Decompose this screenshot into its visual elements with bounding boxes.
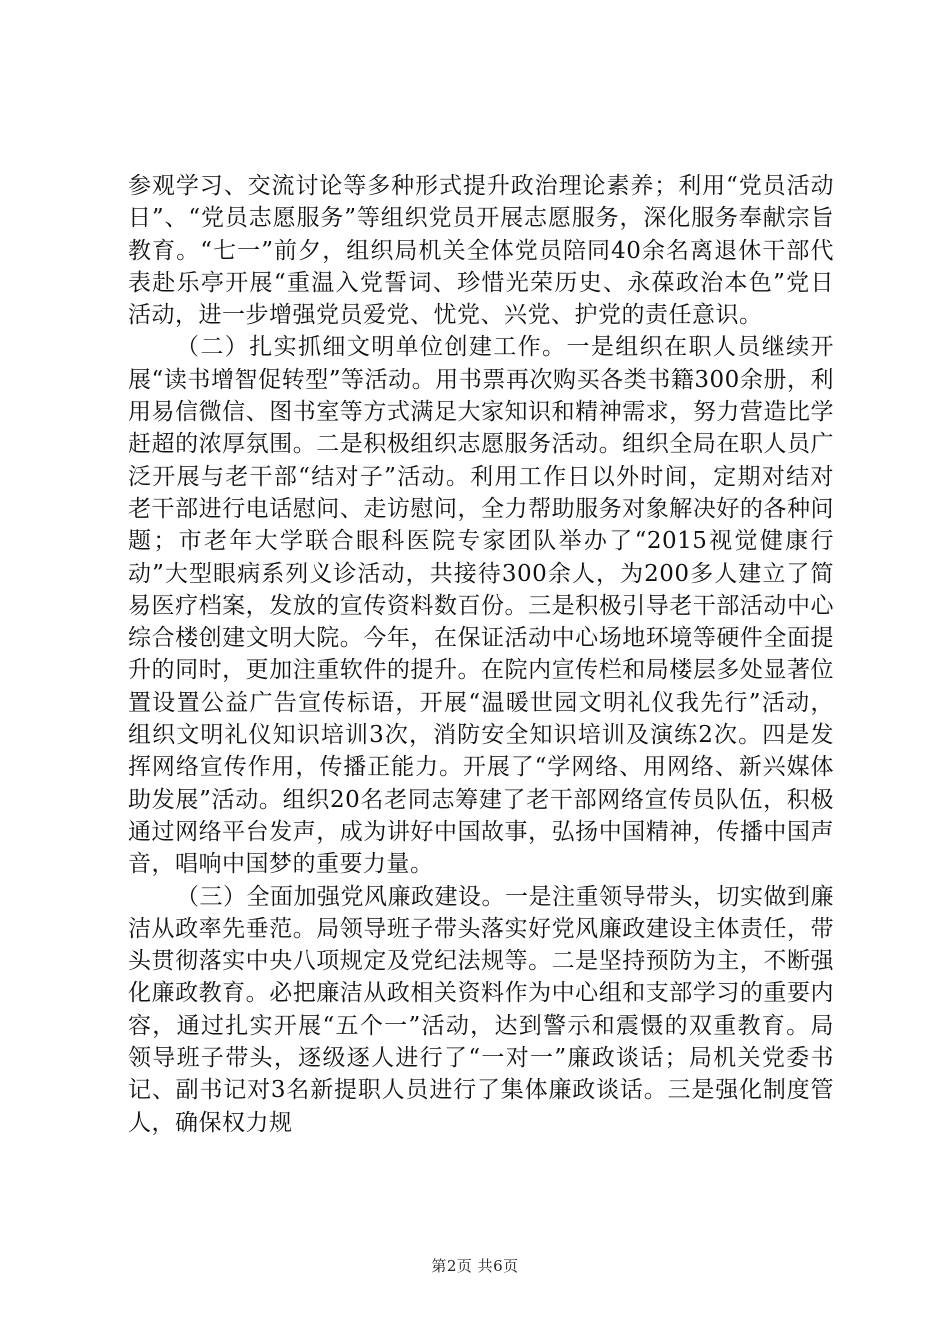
paragraph-civilization-unit: （二）扎实抓细文明单位创建工作。一是组织在职人员继续开展“读书增智促转型”等活动。用书票再次购买各类书籍300余册，利用易信微信、图书室等方式满足大家知识和精神需求，努力营造比学赶超的浓厚氛围。二是积极组织志愿服务活动。组织全局在职人员广泛开展与老干部“结对子”活动。利用工作日以外时间，定期对结对老干部进行电话慰问、走访慰问，全力帮助服务对象解决好的各种问题；市老年大学联合眼科医院专家团队举办了“2015视觉健康行动”大型眼病系列义诊活动，共接待300余人，为200多人建立了简易医疗档案，发放的宣传资料数百份。三是积极引导老干部活动中心综合楼创建文明大院。今年，在保证活动中心场地环境等硬件全面提升的同时，更加注重软件的提升。在院内宣传栏和局楼层多处显著位置设置公益广告宣传标语，开展“温暖世园文明礼仪我先行”活动，组织文明礼仪知识培训3次，消防安全知识培训及演练2次。四是发挥网络宣传作用，传播正能力。开展了“学网络、用网络、新兴媒体助发展”活动。组织20名老同志筹建了老干部网络宣传员队伍，积极通过网络平台发声，成为讲好中国故事，弘扬中国精神，传播中国声音，唱响中国梦的重要力量。 [128,334,834,878]
page-footer: 第2页 共6页 [431,1257,519,1275]
paragraph-continuation: 参观学习、交流讨论等多种形式提升政治理论素养；利用“党员活动日”、“党员志愿服务”等组织党员开展志愿服务，深化服务奉献宗旨教育。“七一”前夕，组织局机关全体党员陪同40余名离退休干部代表赴乐亭开展“重温入党誓词、珍惜光荣历史、永葆政治本色”党日活动，进一步增强党员爱党、忧党、兴党、护党的责任意识。 [128,173,834,329]
document-body [128,170,834,1139]
paragraph-integrity-building: （三）全面加强党风廉政建设。一是注重领导带头，切实做到廉洁从政率先垂范。局领导班子带头落实好党风廉政建设主体责任，带头贯彻落实中央八项规定及党纪法规等。二是坚持预防为主，不断强化廉政教育。必把廉洁从政相关资料作为中心组和支部学习的重要内容，通过扎实开展“五个一”活动，达到警示和震慑的双重教育。局领导班子带头，逐级逐人进行了“一对一”廉政谈话；局机关党委书记、副书记对3名新提职人员进行了集体廉政谈话。三是强化制度管人，确保权力规 [128,883,834,1136]
